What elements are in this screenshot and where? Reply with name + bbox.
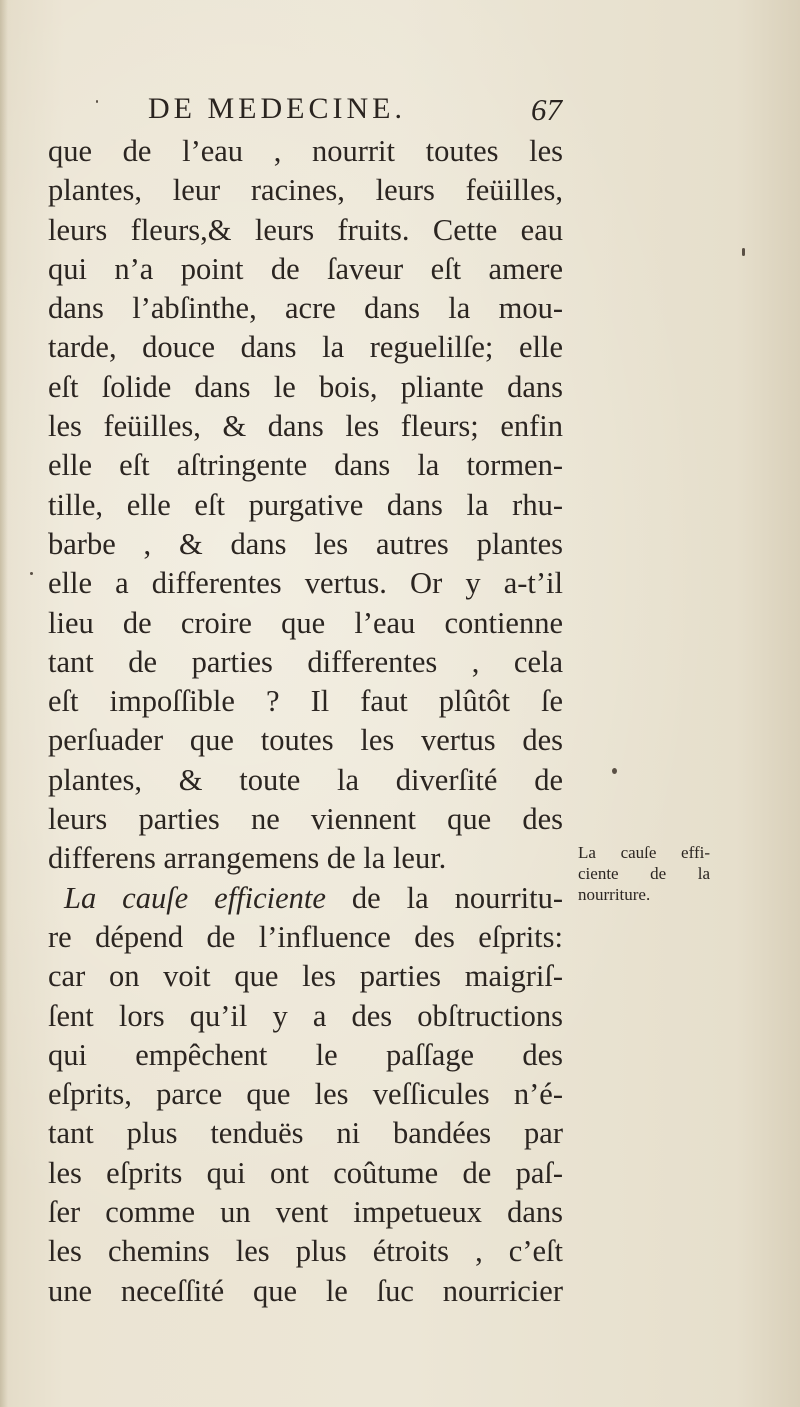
paragraph-opening-line <box>48 879 563 918</box>
text-line: perſuader que toutes les vertus des <box>48 723 563 758</box>
ink-speck <box>742 248 745 256</box>
text-line: qui empêchent le paſſage des <box>48 1037 563 1072</box>
text-line: re dépend de l’influence des eſprits: <box>48 919 563 954</box>
text-line: une neceſſité que le ſuc nourricier <box>48 1273 563 1308</box>
text-line: tarde, douce dans la reguelilſe; elle <box>48 330 563 365</box>
marginal-note-line: nourriture. <box>578 885 651 904</box>
marginal-note <box>578 842 710 905</box>
running-head: DE MEDECINE. <box>148 92 406 125</box>
text-line: lieu de croire que l’eau contienne <box>48 605 563 640</box>
text-line: barbe , & dans les autres plantes <box>48 526 563 561</box>
text-line: elle a differentes vertus. Or y a-t’il <box>48 566 563 601</box>
marginal-note-line: ciente de la <box>578 864 710 883</box>
text-line: differens arrangemens de la leur. <box>48 841 447 876</box>
page-header <box>148 92 568 136</box>
ink-speck <box>612 768 617 774</box>
text-line: ſer comme un vent impetueux dans <box>48 1195 563 1230</box>
ink-speck <box>30 572 33 575</box>
text-line: plantes, leur racines, leurs feüilles, <box>48 173 563 208</box>
page-edge <box>0 0 8 1407</box>
text-line: eſt ſolide dans le bois, pliante dans <box>48 369 563 404</box>
text-line: dans l’abſinthe, acre dans la mou- <box>48 291 563 326</box>
text-line: tant de parties differentes , cela <box>48 644 563 679</box>
text-line: les feüilles, & dans les fleurs; enfin <box>48 409 563 444</box>
text-line: eſprits, parce que les veſſicules n’é- <box>48 1077 563 1112</box>
italic-heading-phrase: La cauſe efficiente <box>64 880 326 915</box>
ink-speck <box>96 100 98 103</box>
text-line: que de l’eau , nourrit toutes les <box>48 134 563 168</box>
text-line: plantes, & toute la diverſité de <box>48 762 563 797</box>
text-line: elle eſt aſtringente dans la tormen- <box>48 448 563 483</box>
page-number: 67 <box>531 92 562 127</box>
opening-line-rest: de la nourritu- <box>351 880 564 915</box>
text-line: tille, elle eſt purgative dans la rhu- <box>48 487 563 522</box>
main-text <box>48 132 563 1311</box>
text-line: car on voit que les parties maigriſ- <box>48 959 563 994</box>
text-line: leurs fleurs,& leurs fruits. Cette eau <box>48 212 563 247</box>
text-line: tant plus tenduës ni bandées par <box>48 1116 563 1151</box>
text-line: les eſprits qui ont coûtume de paſ- <box>48 1155 563 1190</box>
text-line: qui n’a point de ſaveur eſt amere <box>48 251 563 286</box>
text-line: les chemins les plus étroits , c’eſt <box>48 1234 563 1269</box>
text-line: ſent lors qu’il y a des obſtructions <box>48 998 563 1033</box>
text-line: eſt impoſſible ? Il faut plûtôt ſe <box>48 684 563 719</box>
marginal-note-line: La cauſe effi- <box>578 843 710 862</box>
text-line: leurs parties ne viennent que des <box>48 802 563 837</box>
